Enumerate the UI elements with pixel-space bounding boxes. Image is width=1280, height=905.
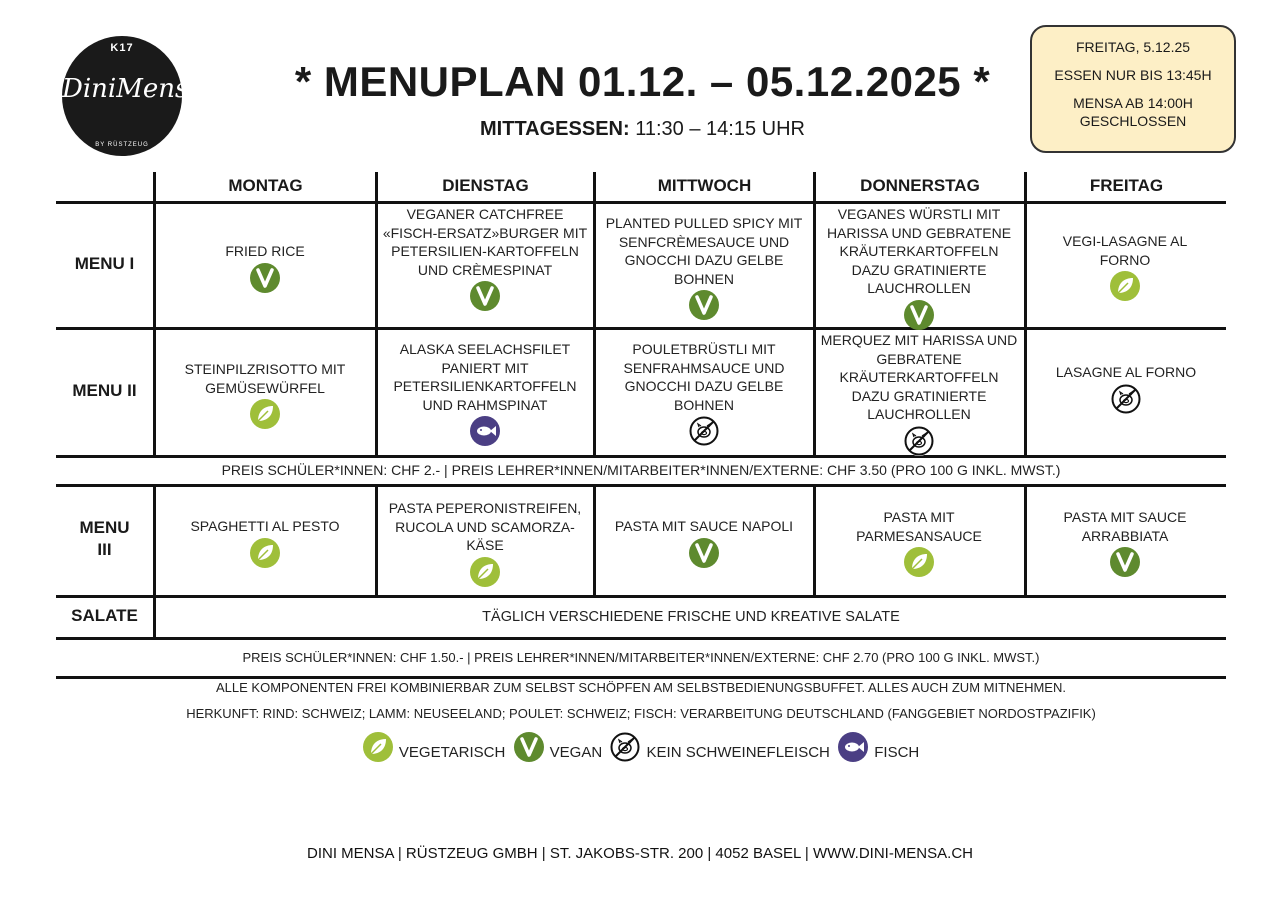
info-line-2: HERKUNFT: RIND: SCHWEIZ; LAMM: NEUSEELAND; POULET: SCHWEIZ; FISCH: VERARBEITUNG DEUTSCHLAND (FANGGEBIET NORDOSTPAZIFIK) xyxy=(186,706,1096,721)
grid-line xyxy=(375,172,378,456)
vegan-icon xyxy=(689,538,719,568)
grid-line xyxy=(56,201,1226,204)
dish-name: VEGANER CATCHFREE «FISCH-ERSATZ»BURGER MIT PETERSILIEN-KARTOFFELN UND CRÈMESPINAT xyxy=(382,206,588,278)
vegan-icon xyxy=(250,263,280,293)
menu-cell xyxy=(382,499,588,587)
legend-fish: FISCH xyxy=(874,743,920,761)
icon-legend xyxy=(56,732,1226,762)
legend-vegetarian: VEGETARISCH xyxy=(398,743,506,761)
salate-cell: TÄGLICH VERSCHIEDENE FRISCHE UND KREATIVE SALATE xyxy=(482,609,900,625)
vegan-icon xyxy=(689,290,719,320)
vegetarian-icon xyxy=(363,732,393,762)
info-line-1: ALLE KOMPONENTEN FREI KOMBINIERBAR ZUM SELBST SCHÖPFEN AM SELBSTBEDIENUNGSBUFFET. ALLES AUCH ZUM MITNEHMEN. xyxy=(216,680,1066,695)
dish-name: PASTA MIT PARMESANSAUCE xyxy=(856,509,982,544)
grid-line xyxy=(813,172,816,456)
menu-cell xyxy=(600,517,808,568)
dish-name: PASTA MIT SAUCE NAPOLI xyxy=(614,518,794,534)
menu-cell xyxy=(820,205,1018,330)
dish-name: MERQUEZ MIT HARISSA UND GEBRATENE KRÄUTERKARTOFFELN DAZU GRATINIERTE LAUCHROLLEN xyxy=(820,332,1018,422)
dish-name: ALASKA SEELACHSFILET PANIERT MIT PETERSILIENKARTOFFELN UND RAHMSPINAT xyxy=(393,341,577,413)
menu-cell xyxy=(1045,232,1205,301)
fish-icon xyxy=(838,732,868,762)
grid-line xyxy=(56,455,1226,458)
no-pork-icon xyxy=(904,426,934,456)
notice-line-2: ESSEN NUR BIS 13:45H xyxy=(1054,67,1212,83)
no-pork-icon xyxy=(1111,384,1141,414)
row-label-menu-3: MENU III xyxy=(79,518,130,559)
price-salate: PREIS SCHÜLER*INNEN: CHF 1.50.- | PREIS LEHRER*INNEN/MITARBEITER*INNEN/EXTERNE: CHF 2.70 (PRO 100 G INKL. MWST.) xyxy=(242,650,1040,665)
price-menus: PREIS SCHÜLER*INNEN: CHF 2.- | PREIS LEHRER*INNEN/MITARBEITER*INNEN/EXTERNE: CHF 3.50 (PRO 100 G INKL. MWST.) xyxy=(221,462,1061,478)
vegetarian-icon xyxy=(250,538,280,568)
grid-line xyxy=(56,676,1226,679)
dish-name: POULETBRÜSTLI MIT SENFRAHMSAUCE UND GNOCCHI DAZU GELBE BOHNEN xyxy=(623,341,785,413)
menu-cell xyxy=(1045,508,1205,577)
footer: DINI MENSA | RÜSTZEUG GMBH | ST. JAKOBS-STR. 200 | 4052 BASEL | WWW.DINI-MENSA.CH xyxy=(307,845,973,862)
menu-cell xyxy=(1030,363,1222,414)
notice-line-3: MENSA AB 14:00H xyxy=(1073,95,1193,111)
menu-cell xyxy=(160,242,370,293)
menu-cell xyxy=(835,508,1003,577)
row-label-menu-2: MENU II xyxy=(72,381,137,400)
legend-no-pork: KEIN SCHWEINEFLEISCH xyxy=(646,743,830,761)
page-subtitle xyxy=(230,118,1055,141)
menu-cell xyxy=(382,205,588,311)
dish-name: PLANTED PULLED SPICY MIT SENFCRÈMESAUCE UND GNOCCHI DAZU GELBE BOHNEN xyxy=(605,215,803,287)
day-header-tuesday: DIENSTAG xyxy=(442,176,529,195)
page-title: * MENUPLAN 01.12. – 05.12.2025 * xyxy=(294,58,991,105)
menu-cell xyxy=(600,214,808,320)
logo-by: BY RÜSTZEUG xyxy=(95,142,149,148)
dini-mensa-logo xyxy=(62,36,204,156)
menu-cell xyxy=(160,517,370,568)
dish-name: PASTA MIT SAUCE ARRABBIATA xyxy=(1063,509,1187,544)
fish-icon xyxy=(470,416,500,446)
vegan-icon xyxy=(470,281,500,311)
dish-name: VEGANES WÜRSTLI MIT HARISSA UND GEBRATENE KRÄUTERKARTOFFELN DAZU GRATINIERTE LAUCHROLLEN xyxy=(826,206,1012,296)
logo-name xyxy=(62,74,204,104)
vegetarian-icon xyxy=(904,547,934,577)
grid-line xyxy=(813,485,816,597)
menu-cell xyxy=(175,360,355,429)
friday-notice xyxy=(1030,25,1236,153)
logo-name-a: Dini xyxy=(62,74,117,104)
day-header-wednesday: MITTWOCH xyxy=(657,176,752,195)
subtitle-label: MITTAGESSEN: xyxy=(480,118,630,140)
grid-line xyxy=(593,172,596,456)
menu-cell xyxy=(382,340,588,446)
logo-k17: K17 xyxy=(110,42,134,54)
grid-line xyxy=(1024,172,1027,456)
vegan-icon xyxy=(904,300,934,330)
menu-cell xyxy=(820,331,1018,456)
vegetarian-icon xyxy=(470,557,500,587)
dish-name: FRIED RICE xyxy=(225,243,305,259)
vegetarian-icon xyxy=(250,399,280,429)
grid-line xyxy=(375,485,378,597)
vegan-icon xyxy=(514,732,544,762)
no-pork-icon xyxy=(689,416,719,446)
dish-name: LASAGNE AL FORNO xyxy=(1055,364,1197,380)
notice-line-4: GESCHLOSSEN xyxy=(1079,113,1187,129)
day-header-monday: MONTAG xyxy=(228,176,303,195)
no-pork-icon xyxy=(610,732,640,762)
day-header-thursday: DONNERSTAG xyxy=(860,176,980,195)
dish-name: SPAGHETTI AL PESTO xyxy=(190,518,340,534)
grid-line xyxy=(1024,485,1027,597)
dish-name: PASTA PEPERONISTREIFEN, RUCOLA UND SCAMORZA-KÄSE xyxy=(388,500,582,553)
dish-name: VEGI-LASAGNE AL FORNO xyxy=(1062,233,1188,268)
menu-cell xyxy=(600,340,808,446)
grid-line xyxy=(153,172,156,456)
logo-name-b: Mensa xyxy=(116,74,204,104)
grid-line xyxy=(56,327,1226,330)
vegan-icon xyxy=(1110,547,1140,577)
dish-name: STEINPILZRISOTTO MIT GEMÜSEWÜRFEL xyxy=(184,361,346,396)
vegetarian-icon xyxy=(1110,271,1140,301)
grid-line xyxy=(56,637,1226,640)
grid-line xyxy=(56,484,1226,487)
legend-vegan: VEGAN xyxy=(549,743,603,761)
grid-line xyxy=(593,485,596,597)
row-label-salate: SALATE xyxy=(71,606,138,625)
subtitle-time: 11:30 – 14:15 UHR xyxy=(635,118,805,140)
day-header-friday: FREITAG xyxy=(1089,176,1164,195)
row-label-menu-1: MENU I xyxy=(74,254,135,273)
notice-line-1: FREITAG, 5.12.25 xyxy=(1075,39,1191,55)
grid-line xyxy=(56,595,1226,598)
